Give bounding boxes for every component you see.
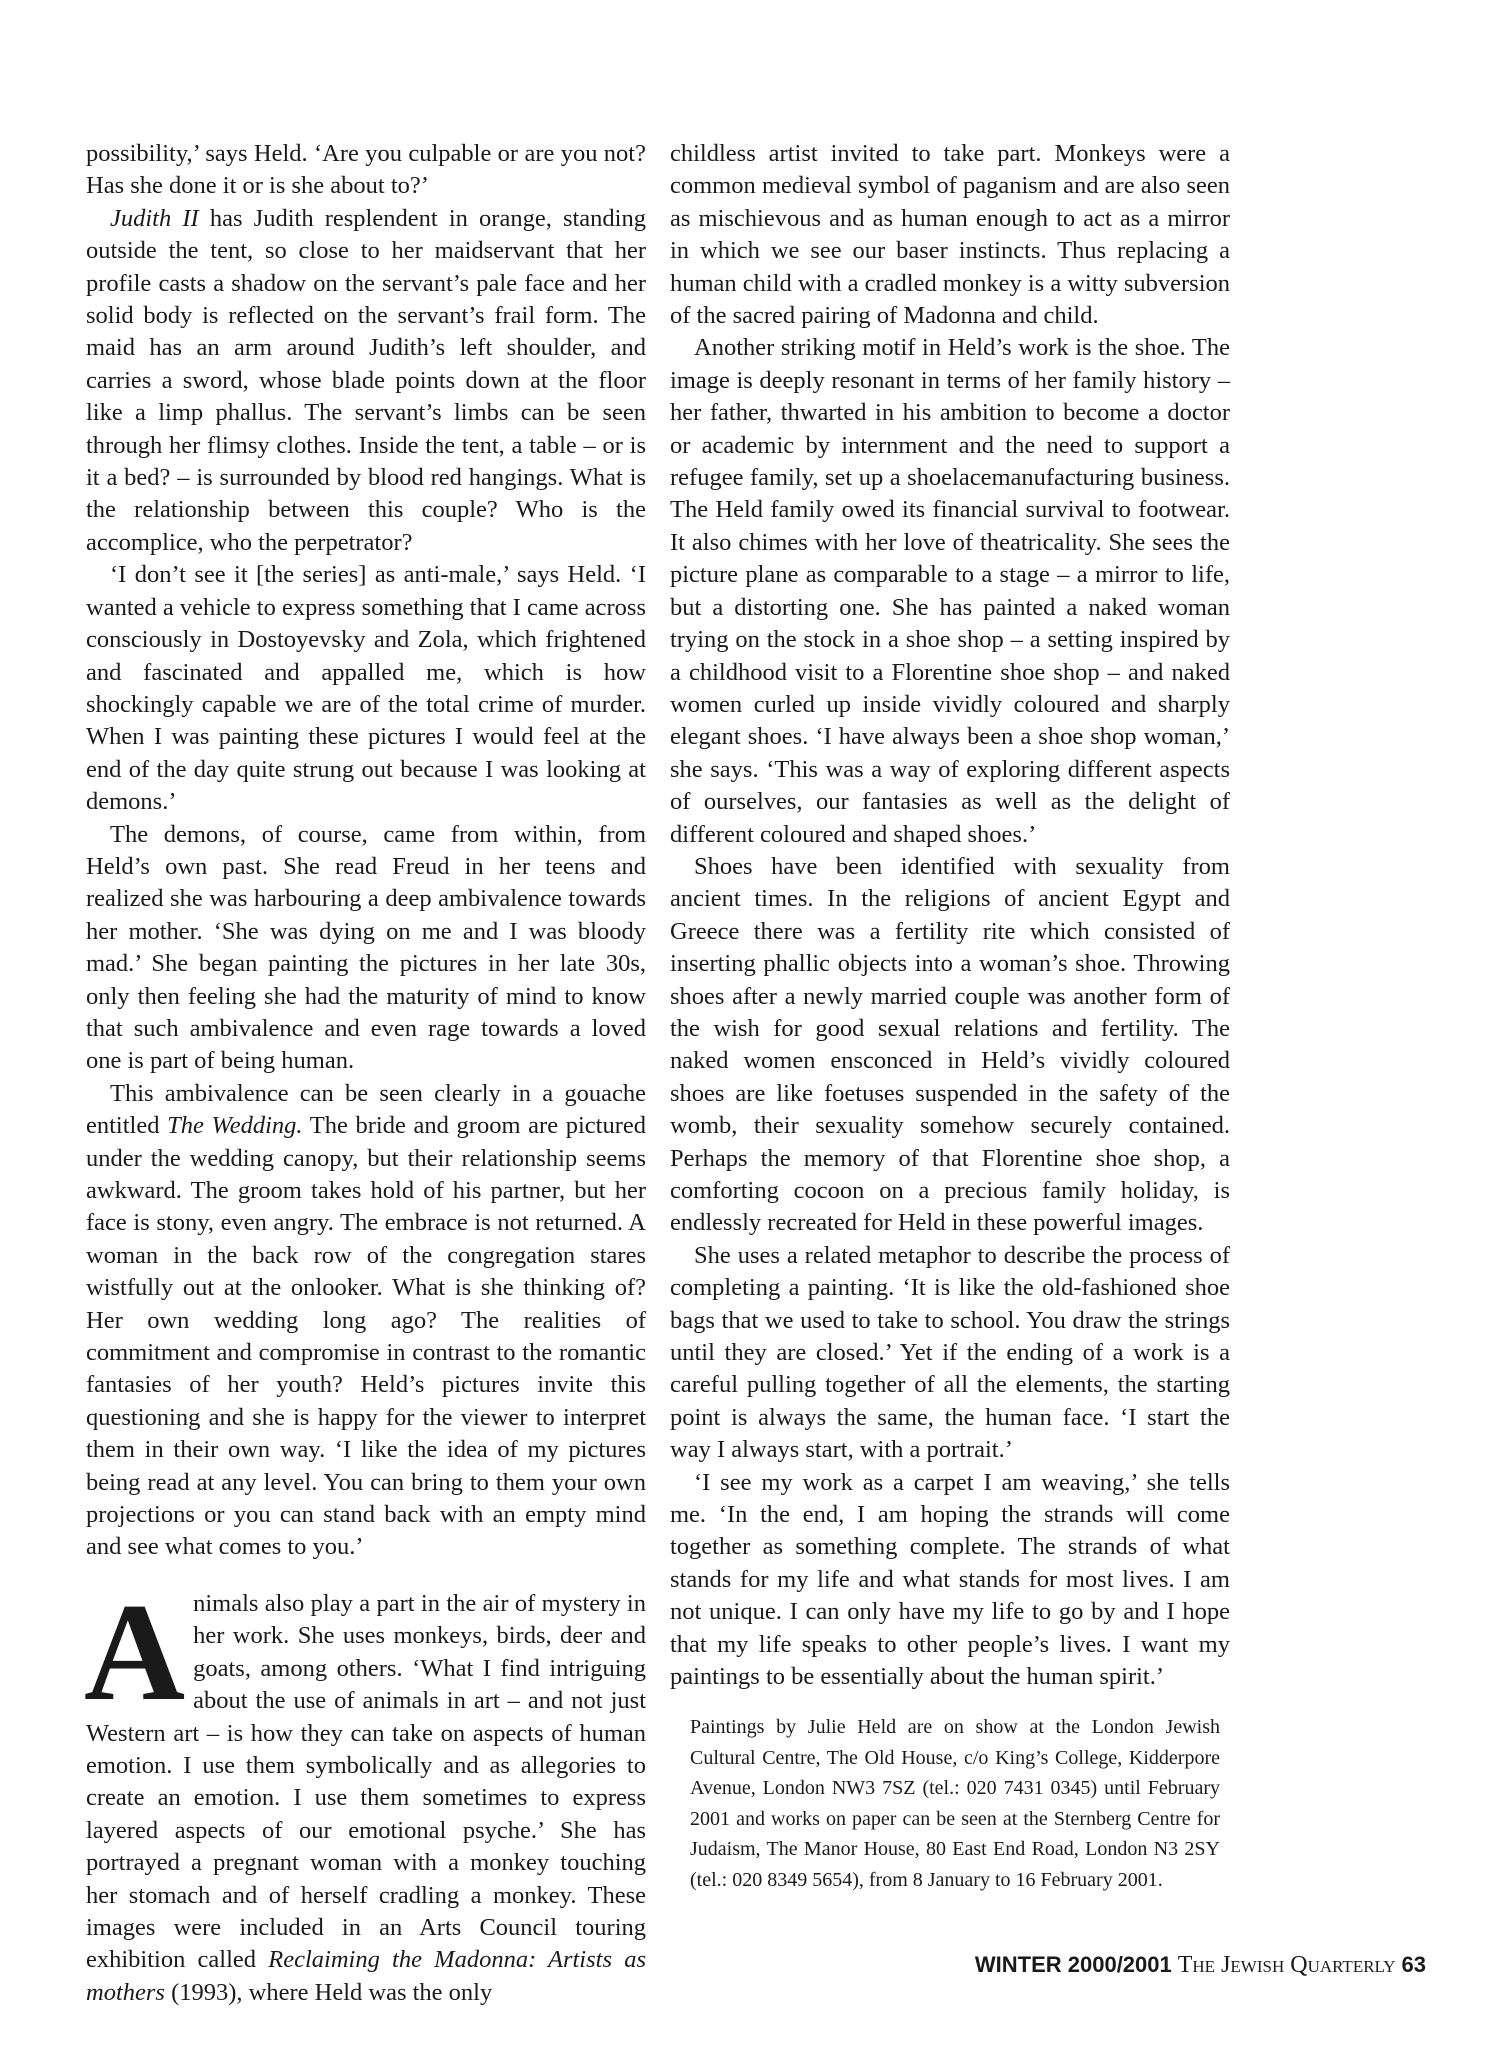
paragraph-text: This ambivalence can be seen clearly in a gouache entitled — [86, 1079, 646, 1140]
paragraph — [86, 1078, 646, 1564]
paragraph: ‘I don’t see it [the series] as anti-male,’ says Held. ‘I wanted a vehicle to express something that I came across consciously in Dostoyevsky and Zola, which frightened and fascinated and appalled me, which is how shockingly capable we are of the total crime of murder. When I was painting these pictures I would feel at the end of the day quite strung out because I was looking at demons.’ — [86, 561, 646, 816]
paragraph: Another striking motif in Held’s work is the shoe. The image is deeply resonant in terms of her family history – her father, thwarted in his ambition to become a doctor or academic by internment and the need to support a refugee family, set up a shoelacemanufacturing business. The Held family owed its financial survival to footwear. It also chimes with her love of theatricality. She sees the picture plane as comparable to a stage – a mirror to life, but a distorting one. She has painted a naked woman trying on the stock in a shoe shop – a setting inspired by a childhood visit to a Florentine shoe shop – and naked women curled up inside vividly coloured and sharply elegant shoes. ‘I have always been a shoe shop woman,’ she says. ‘This was a way of exploring different aspects of ourselves, our fantasies as well as the delight of different coloured and shaped shoes.’ — [670, 334, 1230, 848]
paragraph: ‘I see my work as a carpet I am weaving,’ she tells me. ‘In the end, I am hoping the strands will come together as something complete. The strands of what stands for my life and what stands for most lives. I am not unique. I can only have my life to go by and I hope that my life speaks to other people’s lives. I want my paintings to be essentially about the human spirit.’ — [670, 1468, 1230, 1691]
issue-season: WINTER 2000/2001 — [974, 1952, 1172, 1977]
exhibition-note: Paintings by Julie Held are on show at the London Jewish Cultural Centre, The Old House, c/o King’s College, Kidderpore Avenue, London NW3 7SZ (tel.: 020 7431 0345) until February 2001 and works on paper can be seen at the Sternberg Centre for Judaism, The Manor House, 80 East End Road, London N3 2SY (tel.: 020 8349 5654), from 8 January to 16 February 2001. — [690, 1716, 1220, 1891]
exhibition-title: Reclaiming the Madonna: Artists as mothers — [86, 1946, 646, 2006]
artwork-title: Judith II — [110, 204, 199, 232]
page-number: 63 — [1401, 1952, 1426, 1977]
paragraph: She uses a related metaphor to describe the process of completing a painting. ‘It is like the old-fashioned shoe bags that we used to take to school. You draw the strings until they are closed.’ Yet if the ending of a work is a careful pulling together of all the elements, the starting point is always the same, the human face. ‘I start the way I always start, with a portrait.’ — [670, 1241, 1230, 1464]
paragraph-text: nimals also play a part in the air of mystery in her work. She uses monkeys, birds, deer and goats, among others. ‘What I find intriguing about the use of animals in art – and not just Western art – is how they can take on aspects of human emotion. I use them symbolically and as allegories to create an emotion. I use them sometimes to express layered aspects of our emotional psyche.’ She has portrayed a pregnant woman with a monkey touching her stomach and of herself cradling a monkey. These images were included in an Arts Council touring exhibition called — [86, 1589, 646, 1974]
paragraph-text: The bride and groom are pictured under the wedding canopy, but their relationship seems awkward. The groom takes hold of his partner, but her face is stony, even angry. The embrace is not returned. A woman in the back row of the congregation stares wistfully out at the onlooker. What is she thinking of? Her own wedding long ago? The realities of commitment and compromise in contrast to the romantic fantasies of her youth? Held’s pictures invite this questioning and she is happy for the viewer to interpret them in their own way. ‘I like the idea of my pictures being read at any level. You can bring to them your own projections or you can stand back with an empty mind and see what comes to you.’ — [86, 1112, 646, 1561]
paragraph: The demons, of course, came from within, from Held’s own past. She read Freud in her teens and realized she was harbouring a deep ambivalence towards her mother. ‘She was dying on me and I was bloody mad.’ She began painting the pictures in her late 30s, only then feeling she had the maturity of mind to know that such ambivalence and even rage towards a loved one is part of being human. — [86, 820, 646, 1075]
paragraph-text: (1993), where Held was the only — [164, 1978, 493, 2006]
paragraph — [84, 1574, 646, 2009]
paragraph-text: has Judith resplendent in orange, standing outside the tent, so close to her maidservant that her profile casts a shadow on the servant’s pale face and her solid body is reflected on the servant’s frail form. The maid has an arm around Judith’s left shoulder, and carries a sword, whose blade points down at the floor like a limp phallus. The servant’s limbs can be seen through her flimsy clothes. Inside the tent, a table – or is it a bed? – is surrounded by blood red hangings. What is the relationship between this couple? Who is the accomplice, who the perpetrator? — [86, 204, 646, 556]
paragraph: childless artist invited to take part. Monkeys were a common medieval symbol of paganism and are also seen as mischievous and as human enough to act as a mirror in which we see our baser instincts. Thus replacing a human child with a cradled monkey is a witty subversion of the sacred pairing of Madonna and child. — [670, 140, 1230, 330]
paragraph: possibility,’ says Held. ‘Are you culpable or are you not? Has she done it or is she about to?’ — [86, 140, 646, 200]
left-column — [86, 138, 646, 2009]
page-footer — [916, 1952, 1426, 1979]
paragraph — [86, 203, 646, 559]
publication-name: The Jewish Quarterly — [1177, 1952, 1396, 1978]
right-column — [670, 138, 1230, 1694]
paragraph: Shoes have been identified with sexuality from ancient times. In the religions of ancient Egypt and Greece there was a fertility rite which consisted of inserting phallic objects into a woman’s shoe. Throwing shoes after a newly married couple was another form of the wish for good sexual relations and fertility. The naked women ensconced in Held’s vividly coloured shoes are like foetuses suspended in the safety of the womb, their sexuality somehow securely contained. Perhaps the memory of that Florentine shoe shop, a comforting cocoon on a precious family holiday, is endlessly recreated for Held in these powerful images. — [670, 852, 1230, 1237]
artwork-title: The Wedding. — [167, 1112, 303, 1140]
drop-cap: A — [84, 1574, 186, 1730]
